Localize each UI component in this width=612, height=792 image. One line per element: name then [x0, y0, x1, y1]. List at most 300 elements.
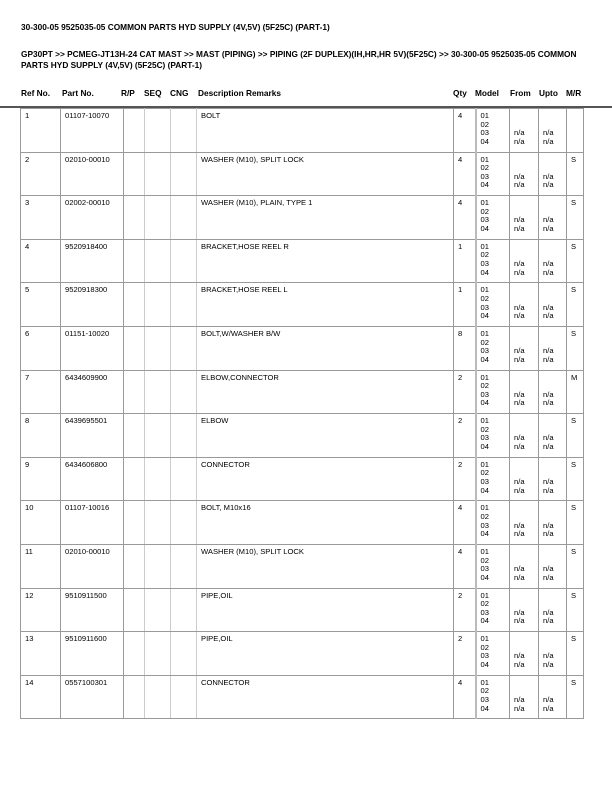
mr: S — [567, 414, 584, 458]
model-line: 02 — [480, 293, 489, 303]
upto — [539, 414, 567, 458]
model-line: 01 — [480, 546, 489, 556]
ref-no: 6 — [21, 326, 61, 370]
description: BOLT, M10x16 — [197, 501, 454, 545]
table-row — [21, 326, 584, 370]
upto-line: n/a — [543, 520, 554, 530]
upto — [539, 283, 567, 327]
qty: 4 — [454, 109, 476, 153]
from — [510, 239, 539, 283]
part-no: 6434606800 — [61, 457, 124, 501]
model-line: 02 — [480, 337, 489, 347]
seq-cell — [145, 588, 171, 632]
rp-cell — [124, 326, 145, 370]
description: WASHER (M10), SPLIT LOCK — [197, 152, 454, 196]
qty: 1 — [454, 239, 476, 283]
from-line: n/a — [514, 136, 525, 146]
model-line: 01 — [480, 634, 489, 644]
upto-line: n/a — [543, 171, 554, 181]
parts-table-wrap — [20, 108, 584, 760]
ref-no: 10 — [21, 501, 61, 545]
breadcrumb: GP30PT >> PCMEG-JT13H-24 CAT MAST >> MAST (PIPING) >> PIPING (2F DUPLEX)(IH,HR,HR 5V)(5F25C) >> 30-300-05 9525035-05 COMMON PARTS HYD SUPPLY (4V,5V) (5F25C) (PART-1) — [21, 49, 577, 70]
upto — [539, 326, 567, 370]
cng-cell — [171, 414, 197, 458]
mr: S — [567, 196, 584, 240]
ref-no: 7 — [21, 370, 61, 414]
model-line: 03 — [480, 564, 489, 574]
model-line: 03 — [480, 520, 489, 530]
model — [476, 501, 510, 545]
model-line: 03 — [480, 128, 489, 138]
from-line — [514, 112, 535, 121]
model-line: 03 — [480, 476, 489, 486]
from-line: n/a — [514, 346, 525, 356]
from-line: n/a — [514, 694, 525, 704]
upto-line: n/a — [543, 267, 554, 277]
from-line: n/a — [514, 389, 525, 399]
from-line: n/a — [514, 223, 525, 233]
from — [510, 544, 539, 588]
table-row — [21, 675, 584, 719]
ref-no: 9 — [21, 457, 61, 501]
from — [510, 196, 539, 240]
upto-line — [543, 504, 563, 513]
from — [510, 283, 539, 327]
ref-no: 13 — [21, 632, 61, 676]
cng-cell — [171, 457, 197, 501]
model — [476, 370, 510, 414]
cng-cell — [171, 588, 197, 632]
upto-line: n/a — [543, 398, 554, 408]
part-no: 01107-10070 — [61, 109, 124, 153]
model — [476, 632, 510, 676]
description: PIPE,OIL — [197, 588, 454, 632]
ref-no: 1 — [21, 109, 61, 153]
model-line: 04 — [480, 354, 489, 364]
seq-cell — [145, 457, 171, 501]
from-line: n/a — [514, 258, 525, 268]
description: BRACKET,HOSE REEL R — [197, 239, 454, 283]
from-line — [514, 417, 535, 426]
model-line: 04 — [480, 398, 489, 408]
rp-cell — [124, 501, 145, 545]
rp-cell — [124, 632, 145, 676]
mr: S — [567, 152, 584, 196]
upto-line — [543, 592, 563, 601]
upto-line: n/a — [543, 703, 554, 713]
from-line — [514, 548, 535, 557]
qty: 2 — [454, 414, 476, 458]
upto-line — [543, 286, 563, 295]
part-no: 6434609900 — [61, 370, 124, 414]
from-line: n/a — [514, 659, 525, 669]
upto-line — [543, 679, 563, 688]
mr: S — [567, 457, 584, 501]
upto-line: n/a — [543, 607, 554, 617]
model — [476, 544, 510, 588]
upto — [539, 457, 567, 501]
part-no: 0557100301 — [61, 675, 124, 719]
upto-line — [543, 417, 563, 426]
cng-cell — [171, 632, 197, 676]
part-no: 02010-00010 — [61, 544, 124, 588]
rp-cell — [124, 152, 145, 196]
header-model: Model — [475, 88, 499, 98]
header-seq: SEQ — [144, 88, 162, 98]
upto-line — [543, 112, 563, 121]
from-line — [514, 461, 535, 470]
header-cng: CNG — [170, 88, 189, 98]
model-line: 02 — [480, 250, 489, 260]
description: WASHER (M10), PLAIN, TYPE 1 — [197, 196, 454, 240]
upto-line: n/a — [543, 128, 554, 138]
model — [476, 196, 510, 240]
cng-cell — [171, 109, 197, 153]
from-line: n/a — [514, 651, 525, 661]
rp-cell — [124, 457, 145, 501]
mr: S — [567, 632, 584, 676]
qty: 8 — [454, 326, 476, 370]
model-line: 02 — [480, 599, 489, 609]
from-line: n/a — [514, 520, 525, 530]
model-line: 01 — [480, 328, 489, 338]
upto-line — [543, 461, 563, 470]
model-line: 03 — [480, 651, 489, 661]
from-line: n/a — [514, 485, 525, 495]
qty: 4 — [454, 675, 476, 719]
from-line: n/a — [514, 311, 525, 321]
from — [510, 588, 539, 632]
model — [476, 283, 510, 327]
model-line: 04 — [480, 485, 489, 495]
mr: M — [567, 370, 584, 414]
model-line: 04 — [480, 311, 489, 321]
rp-cell — [124, 109, 145, 153]
model-line: 02 — [480, 381, 489, 391]
upto — [539, 109, 567, 153]
model-line: 01 — [480, 416, 489, 426]
part-no: 6439695501 — [61, 414, 124, 458]
model-line: 02 — [480, 424, 489, 434]
mr — [567, 109, 584, 153]
upto-line: n/a — [543, 476, 554, 486]
qty: 2 — [454, 588, 476, 632]
model-line: 03 — [480, 346, 489, 356]
from — [510, 370, 539, 414]
rp-cell — [124, 414, 145, 458]
seq-cell — [145, 152, 171, 196]
from — [510, 457, 539, 501]
model-line: 02 — [480, 468, 489, 478]
upto-line — [543, 548, 563, 557]
from-line: n/a — [514, 267, 525, 277]
upto-line: n/a — [543, 346, 554, 356]
upto-line — [543, 374, 563, 383]
model-line: 01 — [480, 111, 489, 120]
model — [476, 588, 510, 632]
model-line: 01 — [480, 503, 489, 513]
part-no: 9520918300 — [61, 283, 124, 327]
seq-cell — [145, 109, 171, 153]
table-row — [21, 283, 584, 327]
cng-cell — [171, 152, 197, 196]
upto-line: n/a — [543, 651, 554, 661]
model-line: 04 — [480, 223, 489, 233]
from-line — [514, 592, 535, 601]
model — [476, 326, 510, 370]
ref-no: 2 — [21, 152, 61, 196]
upto — [539, 370, 567, 414]
ref-no: 14 — [21, 675, 61, 719]
part-no: 02010-00010 — [61, 152, 124, 196]
part-no: 9520918400 — [61, 239, 124, 283]
qty: 1 — [454, 283, 476, 327]
table-row — [21, 152, 584, 196]
from-line: n/a — [514, 433, 525, 443]
cng-cell — [171, 239, 197, 283]
model — [476, 675, 510, 719]
upto-line — [543, 199, 563, 208]
from-line — [514, 635, 535, 644]
seq-cell — [145, 544, 171, 588]
description: BRACKET,HOSE REEL L — [197, 283, 454, 327]
qty: 4 — [454, 501, 476, 545]
header-qty: Qty — [453, 88, 467, 98]
model-line: 04 — [480, 267, 489, 277]
upto — [539, 239, 567, 283]
header-desc: Description Remarks — [198, 88, 282, 98]
from-line: n/a — [514, 354, 525, 364]
rp-cell — [124, 370, 145, 414]
from — [510, 501, 539, 545]
upto-line: n/a — [543, 433, 554, 443]
model-line: 04 — [480, 659, 489, 669]
from-line — [514, 504, 535, 513]
description: BOLT — [197, 109, 454, 153]
qty: 4 — [454, 544, 476, 588]
description: ELBOW,CONNECTOR — [197, 370, 454, 414]
model — [476, 457, 510, 501]
table-row — [21, 457, 584, 501]
upto-line: n/a — [543, 311, 554, 321]
model-line: 01 — [480, 198, 489, 208]
ref-no: 8 — [21, 414, 61, 458]
seq-cell — [145, 196, 171, 240]
header-mr: M/R — [566, 88, 582, 98]
upto-line — [543, 635, 563, 644]
upto-line: n/a — [543, 572, 554, 582]
upto — [539, 196, 567, 240]
table-row — [21, 196, 584, 240]
upto-line: n/a — [543, 529, 554, 539]
model-line: 03 — [480, 302, 489, 312]
seq-cell — [145, 501, 171, 545]
model-line: 03 — [480, 694, 489, 704]
seq-cell — [145, 370, 171, 414]
from-line: n/a — [514, 572, 525, 582]
upto-line — [543, 330, 563, 339]
cng-cell — [171, 501, 197, 545]
header-upto: Upto — [539, 88, 558, 98]
cng-cell — [171, 196, 197, 240]
table-row — [21, 632, 584, 676]
upto-line — [543, 156, 563, 165]
header-rp: R/P — [121, 88, 135, 98]
model-line: 01 — [480, 241, 489, 251]
model-line: 02 — [480, 686, 489, 696]
model-line: 03 — [480, 433, 489, 443]
description: PIPE,OIL — [197, 632, 454, 676]
model — [476, 239, 510, 283]
seq-cell — [145, 414, 171, 458]
table-row — [21, 370, 584, 414]
from — [510, 326, 539, 370]
mr: S — [567, 501, 584, 545]
from-line — [514, 199, 535, 208]
description: BOLT,W/WASHER B/W — [197, 326, 454, 370]
model-line: 02 — [480, 511, 489, 521]
upto-line: n/a — [543, 564, 554, 574]
header-part: Part No. — [62, 88, 94, 98]
from-line: n/a — [514, 607, 525, 617]
table-row — [21, 109, 584, 153]
table-row — [21, 544, 584, 588]
model-line: 01 — [480, 154, 489, 164]
from — [510, 675, 539, 719]
part-no: 01151-10020 — [61, 326, 124, 370]
model-line: 01 — [480, 677, 489, 687]
from-line — [514, 286, 535, 295]
from-line: n/a — [514, 476, 525, 486]
upto-line: n/a — [543, 354, 554, 364]
upto-line: n/a — [543, 389, 554, 399]
upto — [539, 632, 567, 676]
model-line: 04 — [480, 529, 489, 539]
description: ELBOW — [197, 414, 454, 458]
model-line: 01 — [480, 372, 489, 382]
from-line: n/a — [514, 398, 525, 408]
ref-no: 11 — [21, 544, 61, 588]
from-line: n/a — [514, 703, 525, 713]
header-from: From — [510, 88, 531, 98]
table-row — [21, 414, 584, 458]
cng-cell — [171, 370, 197, 414]
mr: S — [567, 544, 584, 588]
upto-line: n/a — [543, 215, 554, 225]
rp-cell — [124, 283, 145, 327]
cng-cell — [171, 283, 197, 327]
from-line — [514, 156, 535, 165]
upto-line — [543, 243, 563, 252]
ref-no: 5 — [21, 283, 61, 327]
seq-cell — [145, 283, 171, 327]
description: WASHER (M10), SPLIT LOCK — [197, 544, 454, 588]
from-line — [514, 374, 535, 383]
seq-cell — [145, 326, 171, 370]
from-line: n/a — [514, 564, 525, 574]
model-line: 02 — [480, 119, 489, 129]
cng-cell — [171, 326, 197, 370]
qty: 4 — [454, 152, 476, 196]
from-line: n/a — [514, 441, 525, 451]
model-line: 04 — [480, 136, 489, 146]
part-no: 9510911500 — [61, 588, 124, 632]
model — [476, 109, 510, 153]
from-line: n/a — [514, 215, 525, 225]
from-line: n/a — [514, 616, 525, 626]
model — [476, 414, 510, 458]
model-line: 04 — [480, 180, 489, 190]
cng-cell — [171, 544, 197, 588]
model-line: 03 — [480, 171, 489, 181]
part-no: 9510911600 — [61, 632, 124, 676]
upto — [539, 501, 567, 545]
upto-line: n/a — [543, 223, 554, 233]
cng-cell — [171, 675, 197, 719]
model-line: 04 — [480, 441, 489, 451]
seq-cell — [145, 239, 171, 283]
upto — [539, 588, 567, 632]
upto-line: n/a — [543, 616, 554, 626]
upto-line: n/a — [543, 659, 554, 669]
mr: S — [567, 239, 584, 283]
model-line: 03 — [480, 215, 489, 225]
rp-cell — [124, 196, 145, 240]
model-line: 04 — [480, 572, 489, 582]
table-row — [21, 588, 584, 632]
from-line: n/a — [514, 171, 525, 181]
upto-line: n/a — [543, 694, 554, 704]
upto-line: n/a — [543, 180, 554, 190]
from — [510, 414, 539, 458]
upto-line: n/a — [543, 258, 554, 268]
model-line: 01 — [480, 285, 489, 295]
model-line: 04 — [480, 703, 489, 713]
model-line: 03 — [480, 258, 489, 268]
upto — [539, 544, 567, 588]
description: CONNECTOR — [197, 675, 454, 719]
ref-no: 4 — [21, 239, 61, 283]
from — [510, 632, 539, 676]
from-line: n/a — [514, 302, 525, 312]
seq-cell — [145, 632, 171, 676]
model-line: 02 — [480, 555, 489, 565]
mr: S — [567, 588, 584, 632]
part-no: 02002-00010 — [61, 196, 124, 240]
from-line — [514, 679, 535, 688]
model-line: 03 — [480, 389, 489, 399]
header-ref: Ref No. — [21, 88, 51, 98]
rp-cell — [124, 239, 145, 283]
ref-no: 3 — [21, 196, 61, 240]
upto — [539, 152, 567, 196]
parts-table — [20, 108, 584, 719]
mr: S — [567, 326, 584, 370]
rp-cell — [124, 588, 145, 632]
rp-cell — [124, 544, 145, 588]
qty: 4 — [454, 196, 476, 240]
table-row — [21, 239, 584, 283]
from-line: n/a — [514, 180, 525, 190]
from-line — [514, 243, 535, 252]
model-line: 04 — [480, 616, 489, 626]
from-line: n/a — [514, 128, 525, 138]
mr: S — [567, 675, 584, 719]
qty: 2 — [454, 632, 476, 676]
model-line: 01 — [480, 459, 489, 469]
mr: S — [567, 283, 584, 327]
upto-line: n/a — [543, 485, 554, 495]
